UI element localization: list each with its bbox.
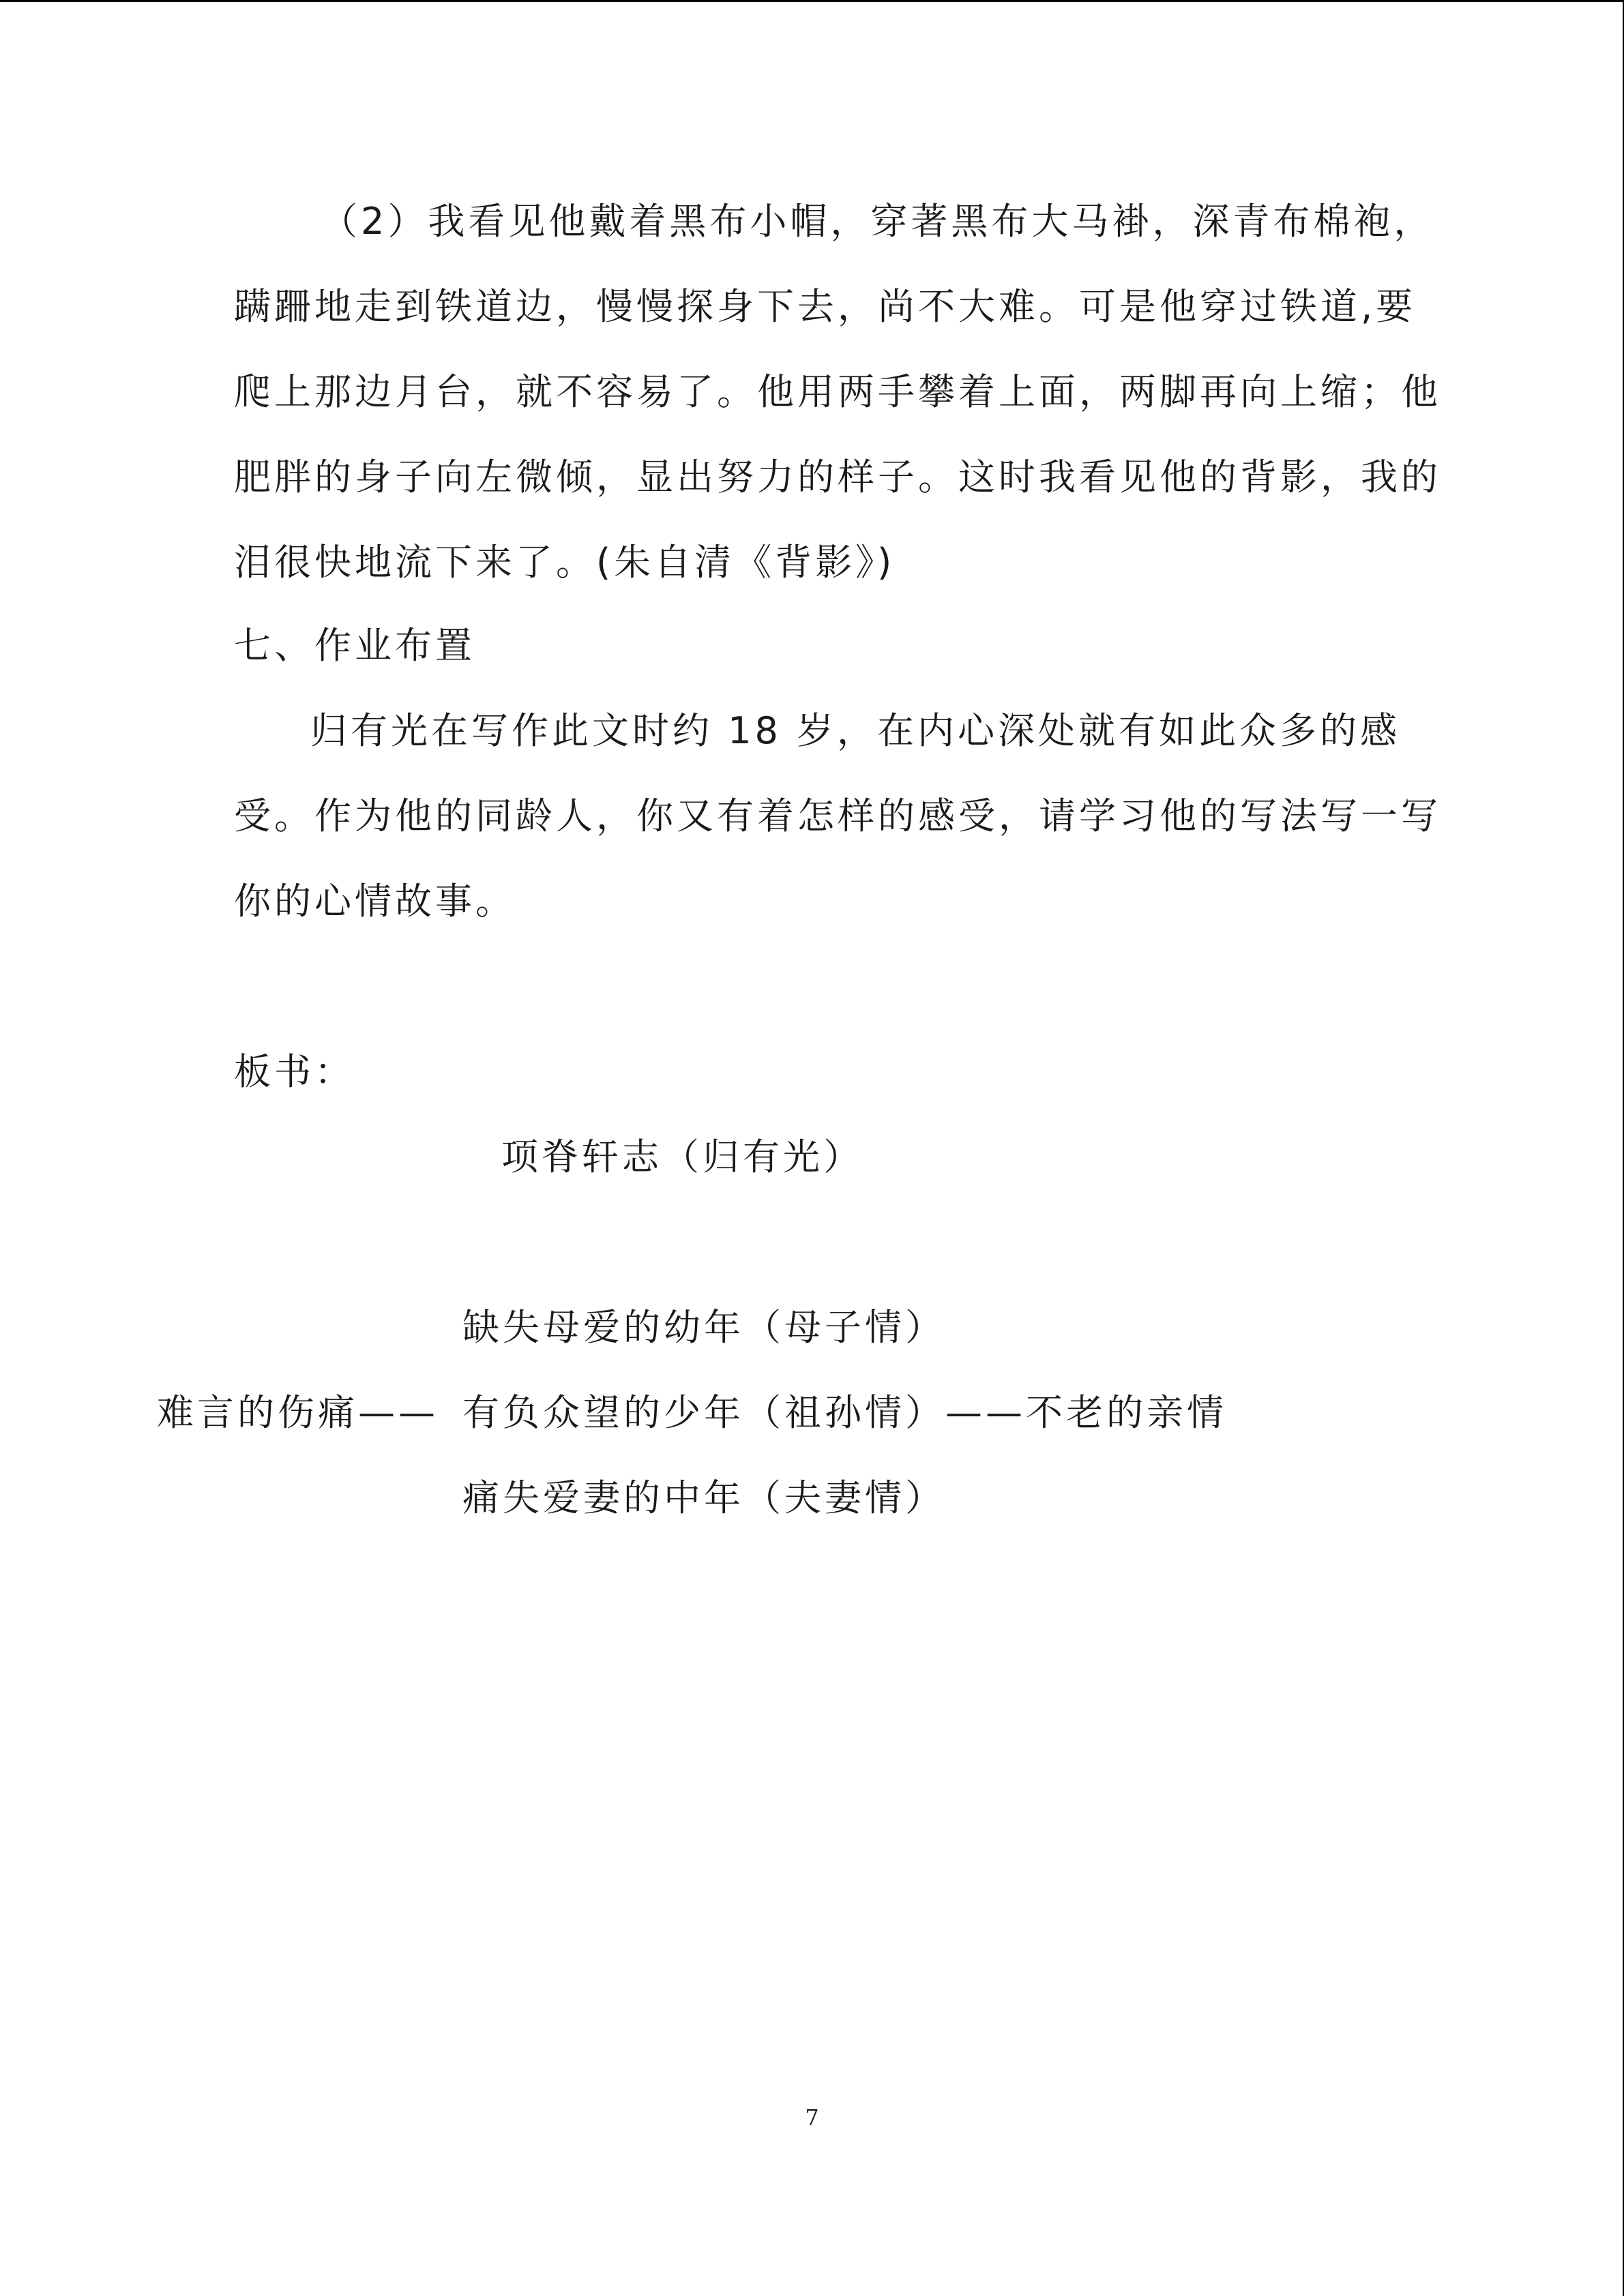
section-heading: 七、作业布置 bbox=[234, 624, 475, 667]
board-left-label: 难言的伤痛—— bbox=[157, 1391, 439, 1434]
homework-line-2: 受。作为他的同龄人，你又有着怎样的感受，请学习他的写法写一写 bbox=[234, 794, 1441, 837]
page-number: 7 bbox=[805, 2104, 819, 2130]
board-item-2: 有负众望的少年（祖孙情）——不老的亲情 bbox=[462, 1391, 1227, 1434]
homework-line-1: 归有光在写作此文时约 18 岁，在内心深处就有如此众多的感 bbox=[310, 709, 1401, 752]
page-top-border bbox=[0, 0, 1624, 2]
quote-line-4: 肥胖的身子向左微倾，显出努力的样子。这时我看见他的背影，我的 bbox=[234, 456, 1441, 498]
quote-line-3: 爬上那边月台，就不容易了。他用两手攀着上面，两脚再向上缩；他 bbox=[234, 370, 1441, 413]
quote-line-1: （2）我看见他戴着黑布小帽，穿著黑布大马褂，深青布棉袍， bbox=[321, 200, 1434, 243]
board-title: 项脊轩志（归有光） bbox=[501, 1135, 863, 1178]
board-item-1: 缺失母爱的幼年（母子情） bbox=[462, 1306, 945, 1349]
quote-line-2: 蹒跚地走到铁道边，慢慢探身下去，尚不大难。可是他穿过铁道,要 bbox=[234, 285, 1417, 328]
board-label: 板书： bbox=[234, 1050, 355, 1093]
quote-line-5: 泪很快地流下来了。(朱自清《背影》) bbox=[234, 541, 896, 584]
board-item-3: 痛失爱妻的中年（夫妻情） bbox=[462, 1476, 945, 1519]
homework-line-3: 你的心情故事。 bbox=[234, 880, 516, 923]
